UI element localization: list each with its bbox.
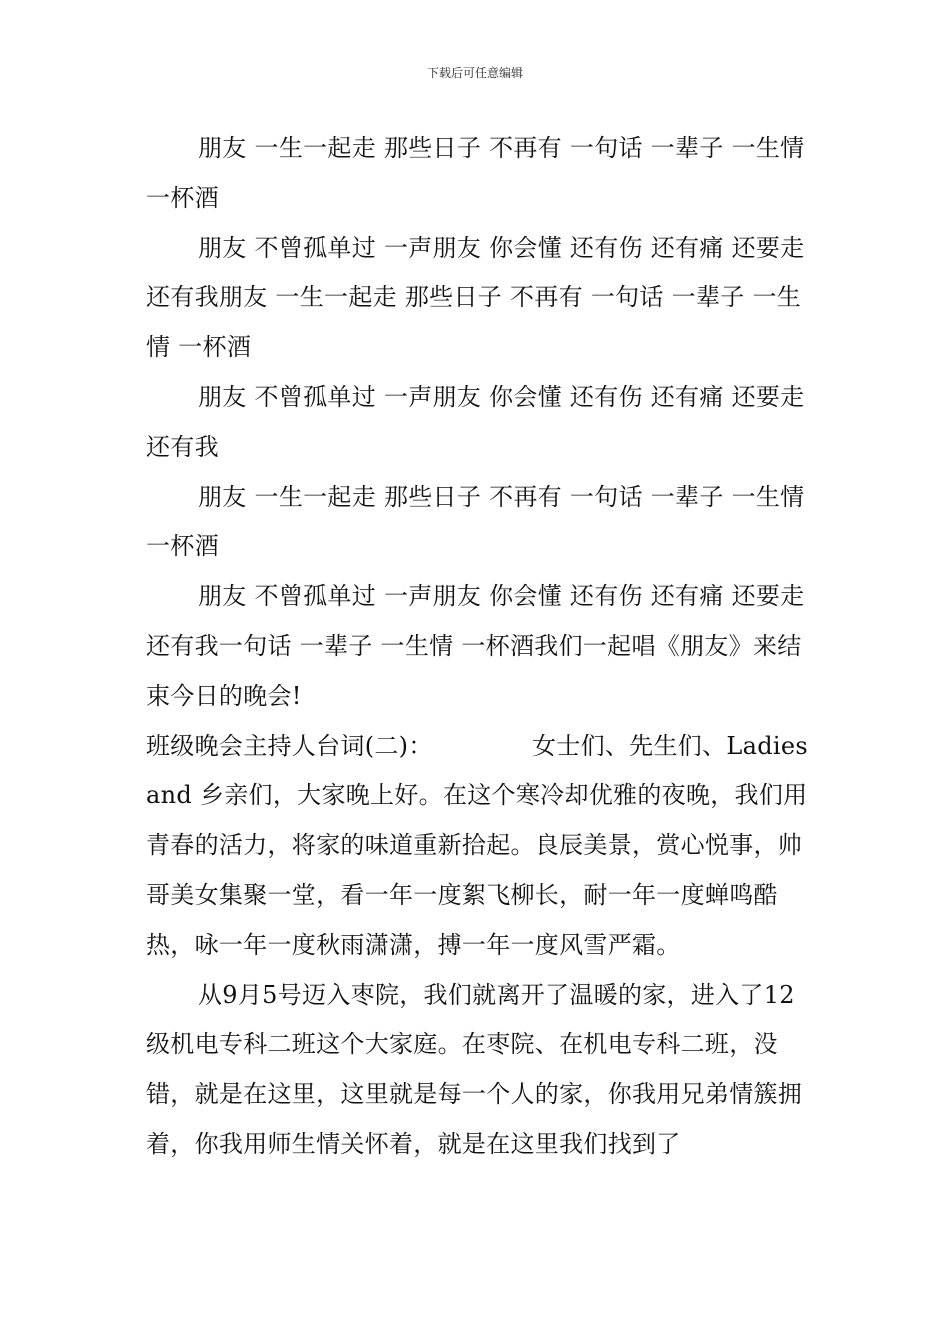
host-section-title: 班级晚会主持人台词(二)：: [146, 731, 433, 760]
host-greeting: 女士们、先生们、Ladies: [531, 731, 808, 760]
document-body: [146, 124, 808, 1170]
host-opening-paragraph: and 乡亲们，大家晚上好。在这个寒冷却优雅的夜晚，我们用青春的活力，将家的味道重新拾起。良辰美景，赏心悦事，帅哥美女集聚一堂，看一年一度絮飞柳长，耐一年一度蝉鸣酷热，咏一年一度秋雨潇潇，搏一年一度风雪严霜。: [146, 781, 808, 959]
lyric-paragraph-5: 朋友 不曾孤单过 一声朋友 你会懂 还有伤 还有痛 还要走 还有我一句话 一辈子 一生情 一杯酒我们一起唱《朋友》来结束今日的晚会!: [146, 582, 805, 710]
host-section-heading: [146, 722, 808, 772]
lyric-paragraph-2: 朋友 不曾孤单过 一声朋友 你会懂 还有伤 还有痛 还要走 还有我朋友 一生一起走 那些日子 不再有 一句话 一辈子 一生情 一杯酒: [146, 233, 805, 362]
page-header-note: 下载后可任意编辑: [426, 66, 523, 80]
host-second-paragraph: 从9月5号迈入枣院，我们就离开了温暖的家，进入了12级机电专科二班这个大家庭。在枣院、在机电专科二班，没错，就是在这里，这里就是每一个人的家，你我用兄弟情簇拥着，你我用师生情关怀着，就是在这里我们找到了: [146, 980, 803, 1158]
lyric-paragraph-4: 朋友 一生一起走 那些日子 不再有 一句话 一辈子 一生情 一杯酒: [146, 482, 805, 561]
lyric-paragraph-3: 朋友 不曾孤单过 一声朋友 你会懂 还有伤 还有痛 还要走 还有我: [146, 382, 805, 461]
lyric-paragraph-1: 朋友 一生一起走 那些日子 不再有 一句话 一辈子 一生情 一杯酒: [146, 134, 805, 212]
